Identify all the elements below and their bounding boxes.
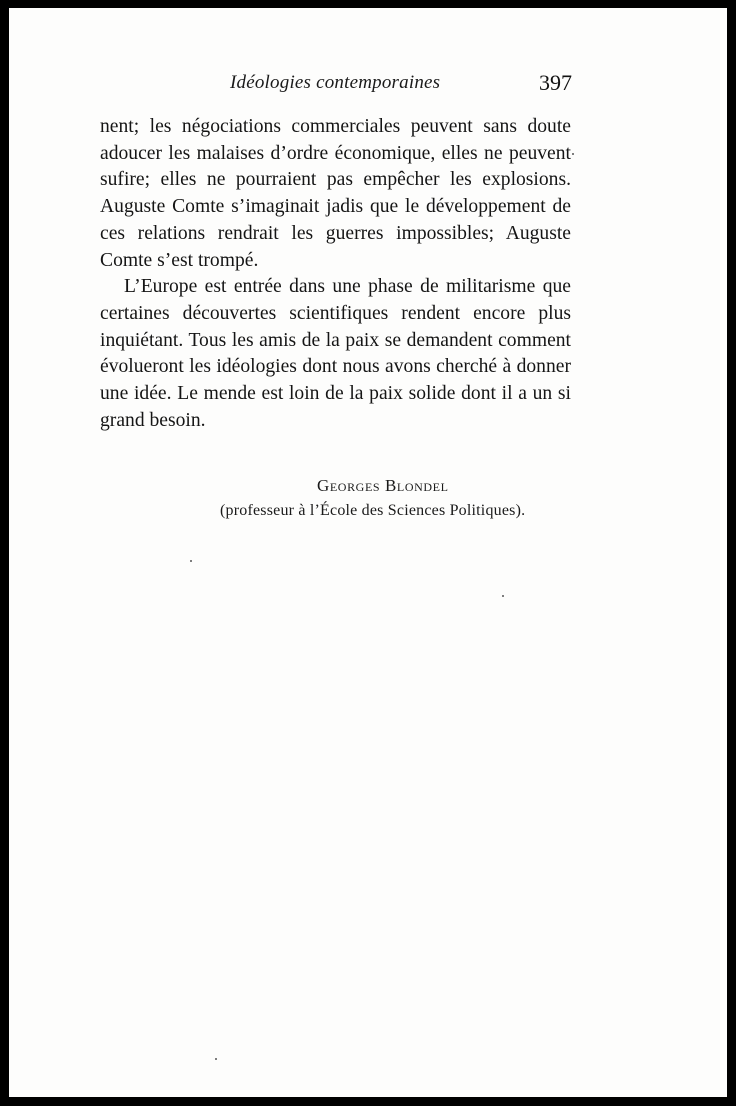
page-header (9, 70, 727, 100)
print-speck (190, 560, 192, 562)
print-speck (502, 595, 504, 597)
author-affiliation: (professeur à l’École des Sciences Politiques). (220, 502, 526, 519)
page-number: 397 (539, 70, 572, 95)
running-title: Idéologies contemporaines (230, 72, 441, 93)
book-page (9, 8, 727, 1097)
print-speck (572, 153, 574, 155)
body-text (100, 114, 571, 434)
paragraph: nent; les négociations commerciales peuvent sans doute adoucer les malaises d’ordre économique, elles ne peuvent sufire; elles ne pourraient pas empêcher les explosions. Auguste Comte s’imaginait jadis que le développement de ces relations rendrait les guerres impossibles; Auguste Comte s’est trompé. (100, 116, 571, 271)
paragraph: L’Europe est entrée dans une phase de militarisme que certaines découvertes scientifiques rendent encore plus inquiétant. Tous les amis de la paix se demandent comment évolueront les idéologies dont nous avons cherché à donner une idée. Le mende est loin de la paix solide dont il a un si grand besoin. (100, 276, 571, 431)
print-speck (215, 1058, 217, 1060)
author-name: Georges Blondel (317, 476, 449, 495)
